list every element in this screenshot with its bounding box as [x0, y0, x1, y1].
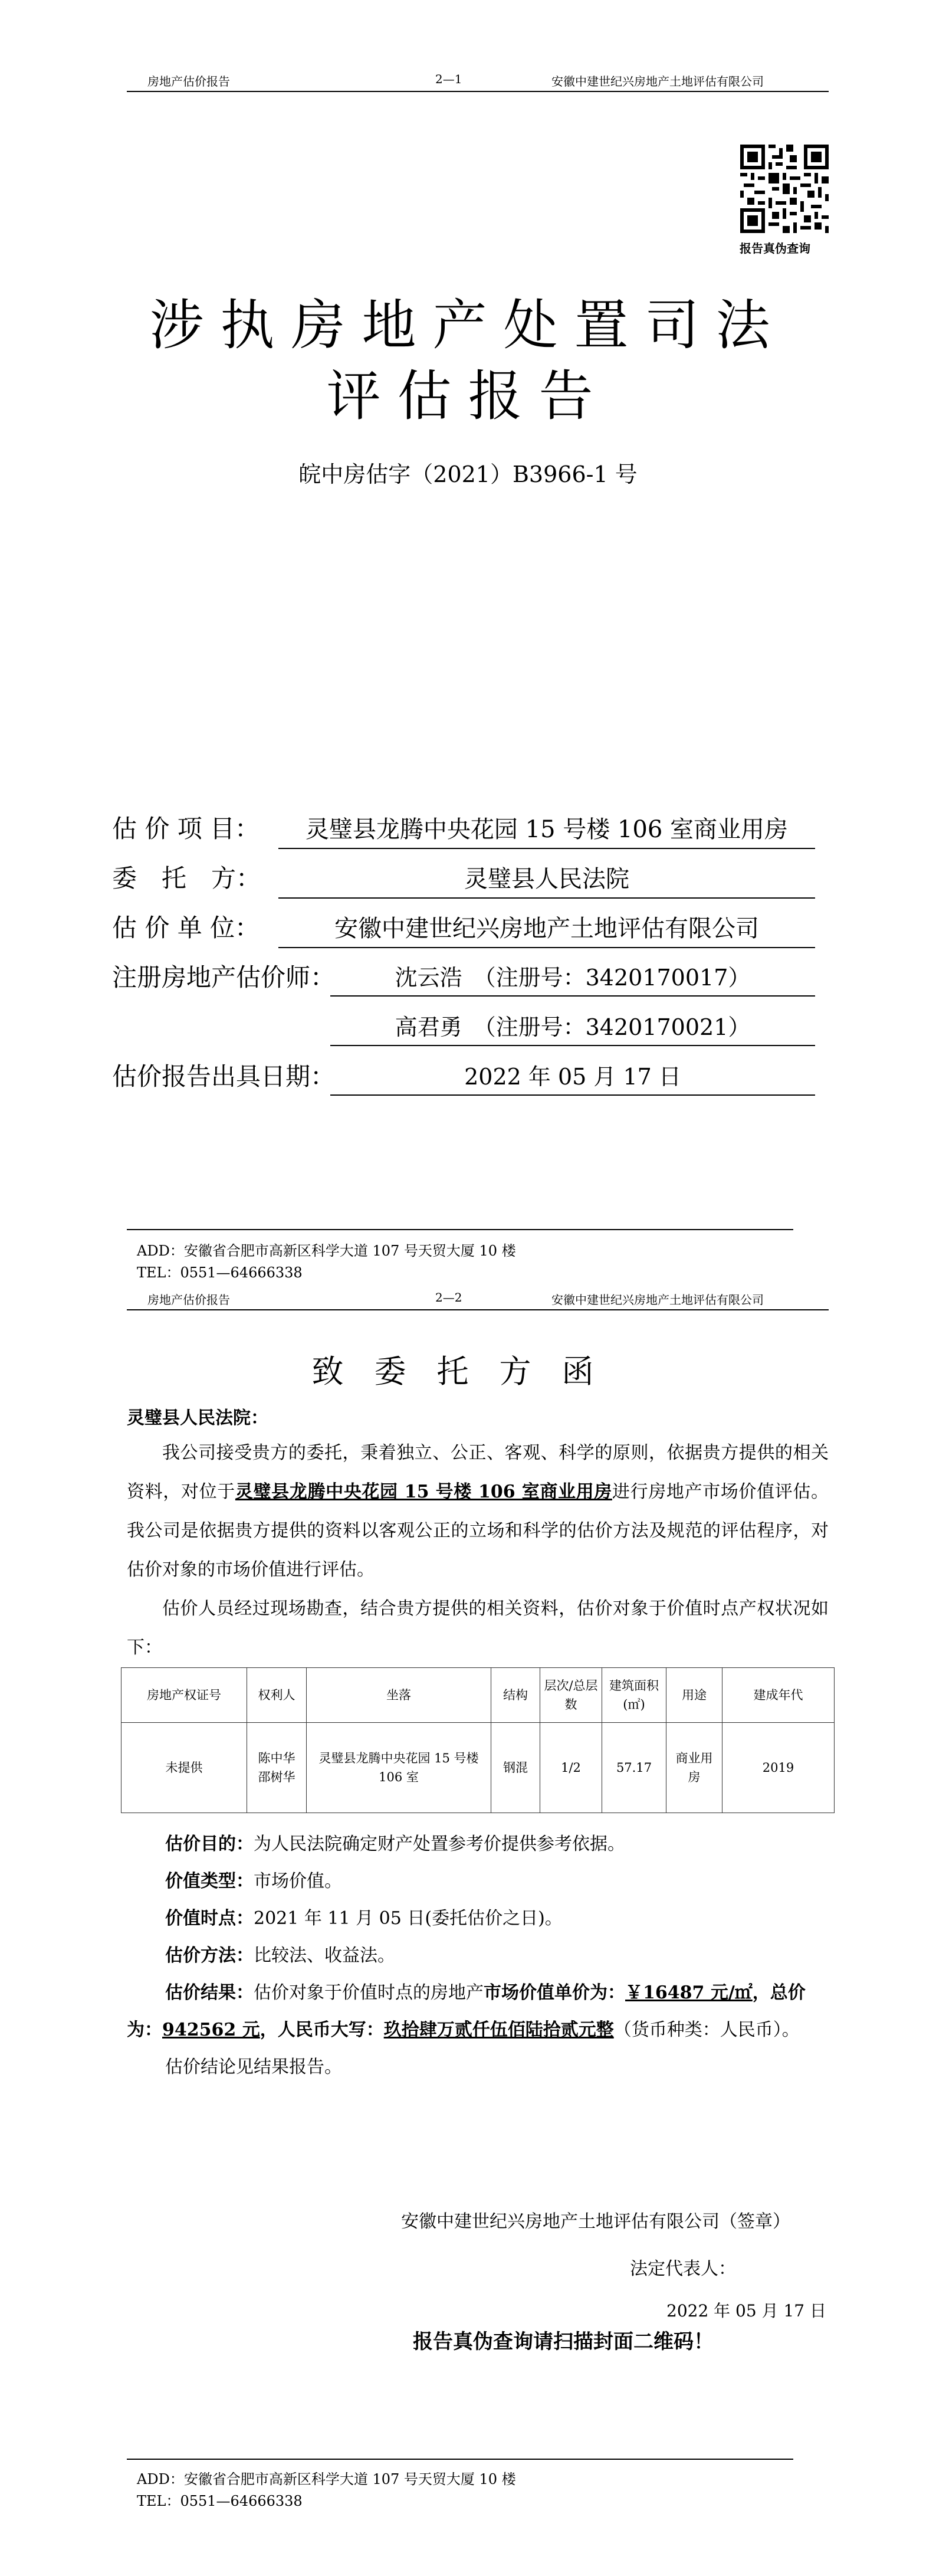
paragraph-1 [127, 1434, 829, 1589]
table-header-cell: 用途 [666, 1668, 722, 1723]
qr-code-icon [740, 145, 829, 233]
page1-footer-rule [127, 1229, 793, 1230]
report-number: 皖中房估字（2021）B3966-1 号 [298, 461, 638, 487]
letter-date: 2022 年 05 月 17 日 [666, 2301, 827, 2321]
result-text-2: 为： [127, 2020, 162, 2040]
page1-footer-tel: TEL：0551—64666338 [137, 1264, 303, 1281]
value-type-label: 价值类型： [165, 1871, 254, 1892]
page2-footer-rule [127, 2459, 793, 2460]
page1-footer-address: ADD：安徽省合肥市高新区科学大道 107 号天贸大厦 10 楼 [137, 1243, 516, 1259]
table-header-cell: 层次/总层数 [540, 1668, 602, 1723]
table-header-cell: 房地产权证号 [121, 1668, 247, 1723]
client-value: 灵璧县人民法院 [278, 860, 815, 899]
table-row [121, 1723, 835, 1813]
table-header-cell: 权利人 [247, 1668, 307, 1723]
signature-company: 安徽中建世纪兴房地产土地评估有限公司（签章） [401, 2211, 790, 2232]
table-cell: 未提供 [121, 1723, 247, 1813]
appraiser-label: 估 价 单 位： [112, 913, 260, 942]
verify-note: 报告真伪查询请扫描封面二维码！ [413, 2330, 714, 2354]
purpose-line [165, 1829, 625, 1855]
method-line [165, 1941, 395, 1967]
valuer2-value: 高君勇 （注册号：3420170021） [330, 1009, 815, 1046]
valuer1-value: 沈云浩 （注册号：3420170017） [330, 959, 815, 997]
page2-header-left: 房地产估价报告 [147, 1293, 230, 1307]
letter-title: 致委托方函 [311, 1353, 625, 1390]
value-type-line [165, 1866, 342, 1892]
result-unit-value: ￥16487 元/㎡ [625, 1982, 753, 2003]
purpose-label: 估价目的： [165, 1834, 254, 1854]
qr-caption: 报告真伪查询 [740, 241, 810, 255]
letter-salutation: 灵璧县人民法院： [127, 1408, 268, 1428]
result-text-1: 估价对象于价值时点的房地产 [254, 1982, 484, 2003]
result-rmb-value: 玖拾肆万贰仟伍佰陆拾贰元整 [383, 2020, 614, 2040]
table-header-cell: 坐落 [307, 1668, 491, 1723]
appraiser-value: 安徽中建世纪兴房地产土地评估有限公司 [278, 910, 815, 948]
page2-footer-address: ADD：安徽省合肥市高新区科学大道 107 号天贸大厦 10 楼 [137, 2471, 516, 2487]
legal-representative: 法定代表人： [630, 2259, 736, 2279]
report-title-line1: 涉执房地产处置司法 [149, 294, 787, 357]
method-label: 估价方法： [165, 1945, 254, 1966]
result-rmb-label: ，人民币大写： [260, 2020, 384, 2040]
table-header-cell: 建筑面积(㎡) [602, 1668, 666, 1723]
result-total-value: 942562 元 [162, 2020, 260, 2040]
paragraph-1-text-c: 进行房地产市场价值评估。我公司是依据贵方提供的资料以客观公正的立场和科学的估价方法及规范的评估程序，对估价对象的市场价值进行评估。 [127, 1482, 829, 1580]
table-header-row [121, 1668, 835, 1723]
page1-header-right: 安徽中建世纪兴房地产土地评估有限公司 [551, 74, 764, 89]
result-label: 估价结果： [165, 1982, 254, 2003]
table-cell: 陈中华 邵树华 [247, 1723, 307, 1813]
date-value: 2022 年 05 月 17 日 [330, 1058, 815, 1096]
project-value: 灵璧县龙腾中央花园 15 号楼 106 室商业用房 [278, 811, 815, 849]
page1-header-left: 房地产估价报告 [147, 74, 230, 89]
result-total-label: ，总价 [752, 1982, 806, 2003]
valuer-label: 注册房地产估价师： [112, 963, 336, 992]
letter-body [127, 1434, 829, 1667]
page1-header-page-number: 2—1 [435, 72, 462, 86]
value-time-line [165, 1903, 563, 1929]
table-header-cell: 建成年代 [722, 1668, 835, 1723]
property-address-highlight: 灵璧县龙腾中央花园 15 号楼 106 室商业用房 [235, 1482, 612, 1502]
page2-header-right: 安徽中建世纪兴房地产土地评估有限公司 [551, 1293, 764, 1307]
paragraph-2: 估价人员经过现场勘查，结合贵方提供的相关资料，估价对象于价值时点产权状况如下： [127, 1598, 829, 1658]
project-label: 估 价 项 目： [112, 814, 260, 843]
table-cell: 57.17 [602, 1723, 666, 1813]
method-value: 比较法、收益法。 [254, 1945, 395, 1966]
value-time-value: 2021 年 11 月 05 日(委托估价之日)。 [254, 1908, 563, 1929]
client-label: 委 托 方： [112, 864, 261, 893]
conclusion-line: 估价结论见结果报告。 [165, 2057, 342, 2077]
result-currency: （货币种类：人民币）。 [613, 2020, 800, 2040]
paragraph-1-text-a: 我公司接受贵方的委托，秉着独立、公正、客观、科学的原则，依据贵方提供的相关资料，对位于 [127, 1443, 829, 1502]
result-unit-label: 市场价值单价为： [484, 1982, 625, 2003]
value-time-label: 价值时点： [165, 1908, 254, 1929]
table-header-cell: 结构 [491, 1668, 540, 1723]
table-cell: 2019 [722, 1723, 835, 1813]
property-status-table [121, 1667, 835, 1813]
table-cell: 1/2 [540, 1723, 602, 1813]
value-type-value: 市场价值。 [254, 1871, 342, 1892]
page2-header-page-number: 2—2 [435, 1290, 462, 1305]
page1-header-rule [127, 91, 829, 92]
page2-header-rule [127, 1309, 829, 1310]
table-cell: 商业用房 [666, 1723, 722, 1813]
purpose-value: 为人民法院确定财产处置参考价提供参考依据。 [254, 1834, 625, 1854]
report-title-line2: 评估报告 [326, 365, 610, 428]
table-cell: 灵璧县龙腾中央花园 15 号楼 106 室 [307, 1723, 491, 1813]
result-line-1 [165, 1978, 806, 2004]
page2-footer-tel: TEL：0551—64666338 [137, 2493, 303, 2509]
date-label: 估价报告出具日期： [112, 1062, 336, 1091]
result-line-2 [127, 2015, 800, 2041]
table-cell: 钢混 [491, 1723, 540, 1813]
